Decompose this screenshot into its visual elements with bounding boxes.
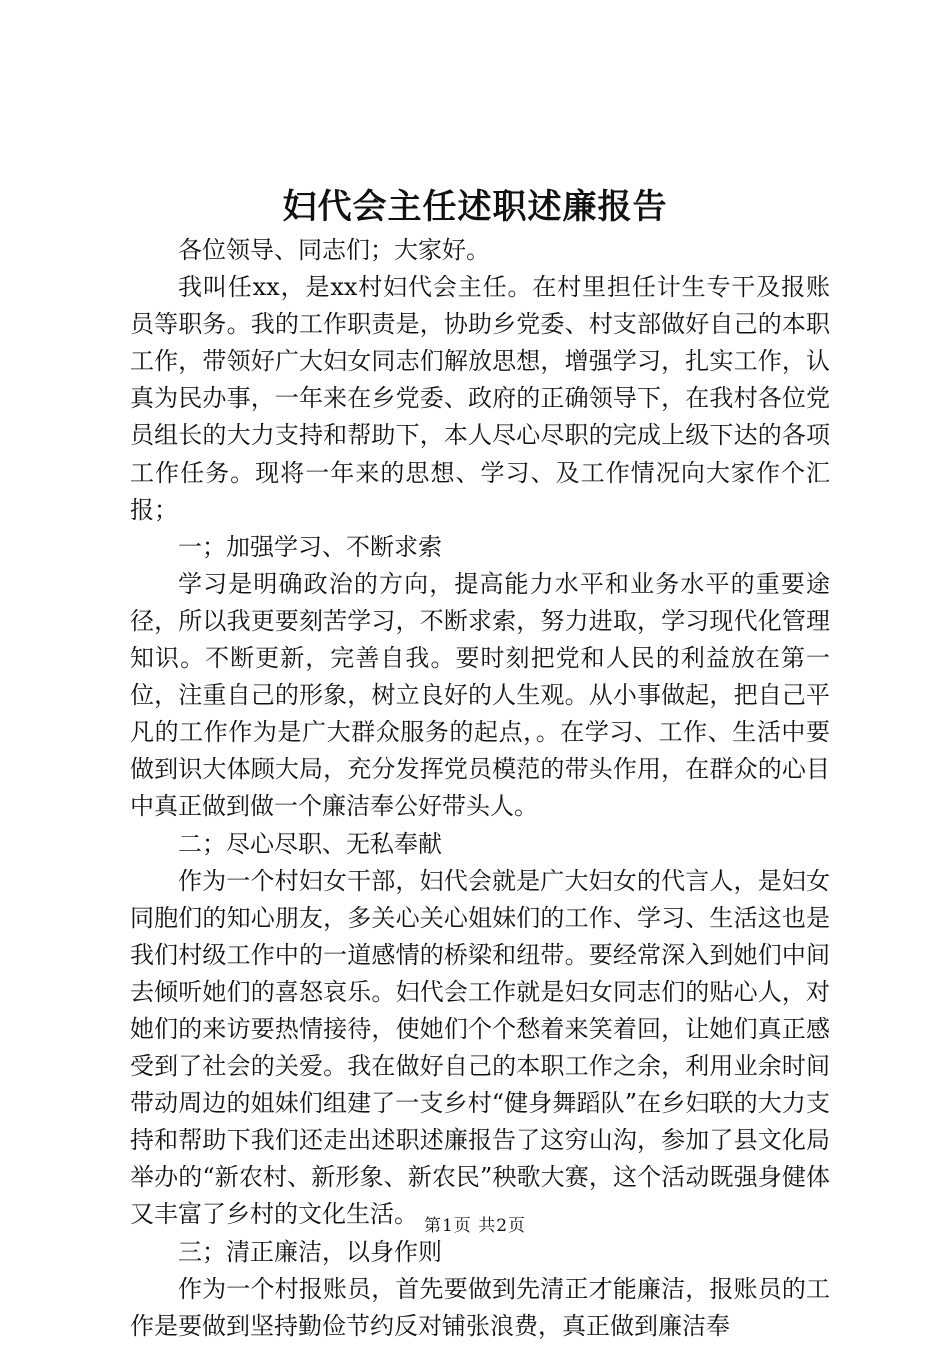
section-paragraph-3: 作为一个村报账员，首先要做到先清正才能廉洁，报账员的工作是要做到坚持勤俭节约反对铺张浪费，真正做到廉洁奉 xyxy=(130,1274,830,1340)
page-footer: 第1页 共2页 xyxy=(423,1216,527,1236)
document-body xyxy=(130,232,830,1345)
section-paragraph-2: 作为一个村妇女干部，妇代会就是广大妇女的代言人，是妇女同胞们的知心朋友，多关心关心姐妹们的工作、学习、生活这也是我们村级工作中的一道感情的桥梁和纽带。要经常深入到她们中间去倾听她们的喜怒哀乐。妇代会工作就是妇女同志们的贴心人，对她们的来访要热情接待，使她们个个愁着来笑着回，让她们真正感受到了社会的关爱。我在做好自己的本职工作之余，利用业余时间带动周边的姐妹们组建了一支乡村“健身舞蹈队”在乡妇联的大力支持和帮助下我们还走出述职述廉报告了这穷山沟，参加了县文化局举办的“新农村、新形象、新农民”秧歌大赛，这个活动既强身健体又丰富了乡村的文化生活。 xyxy=(130,866,830,1229)
section-heading-3: 三；清正廉洁，以身作则 xyxy=(178,1237,442,1266)
section-paragraph-1: 学习是明确政治的方向，提高能力水平和业务水平的重要途径，所以我更要刻苦学习，不断求索，努力进取，学习现代化管理知识。不断更新，完善自我。要时刻把党和人民的利益放在第一位，注重自己的形象，树立良好的人生观。从小事做起，把自己平凡的工作作为是广大群众服务的起点，。在学习、工作、生活中要做到识大体顾大局，充分发挥党员模范的带头作用，在群众的心目中真正做到做一个廉洁奉公好带头人。 xyxy=(130,569,830,821)
greeting-paragraph: 各位领导、同志们；大家好。 xyxy=(178,236,490,264)
section-heading-1: 一；加强学习、不断求索 xyxy=(178,532,442,561)
intro-paragraph: 我叫任xx，是xx村妇代会主任。在村里担任计生专干及报账员等职务。我的工作职责是，协助乡党委、村支部做好自己的本职工作，带领好广大妇女同志们解放思想，增强学习，扎实工作，认真为民办事，一年来在乡党委、政府的正确领导下，在我村各位党员组长的大力支持和帮助下，本人尽心尽职的完成上级下达的各项工作任务。现将一年来的思想、学习、及工作情况向大家作个汇报； xyxy=(130,273,830,524)
section-heading-2: 二；尽心尽职、无私奉献 xyxy=(178,829,442,858)
page-title: 妇代会主任述职述廉报告 xyxy=(282,187,668,227)
